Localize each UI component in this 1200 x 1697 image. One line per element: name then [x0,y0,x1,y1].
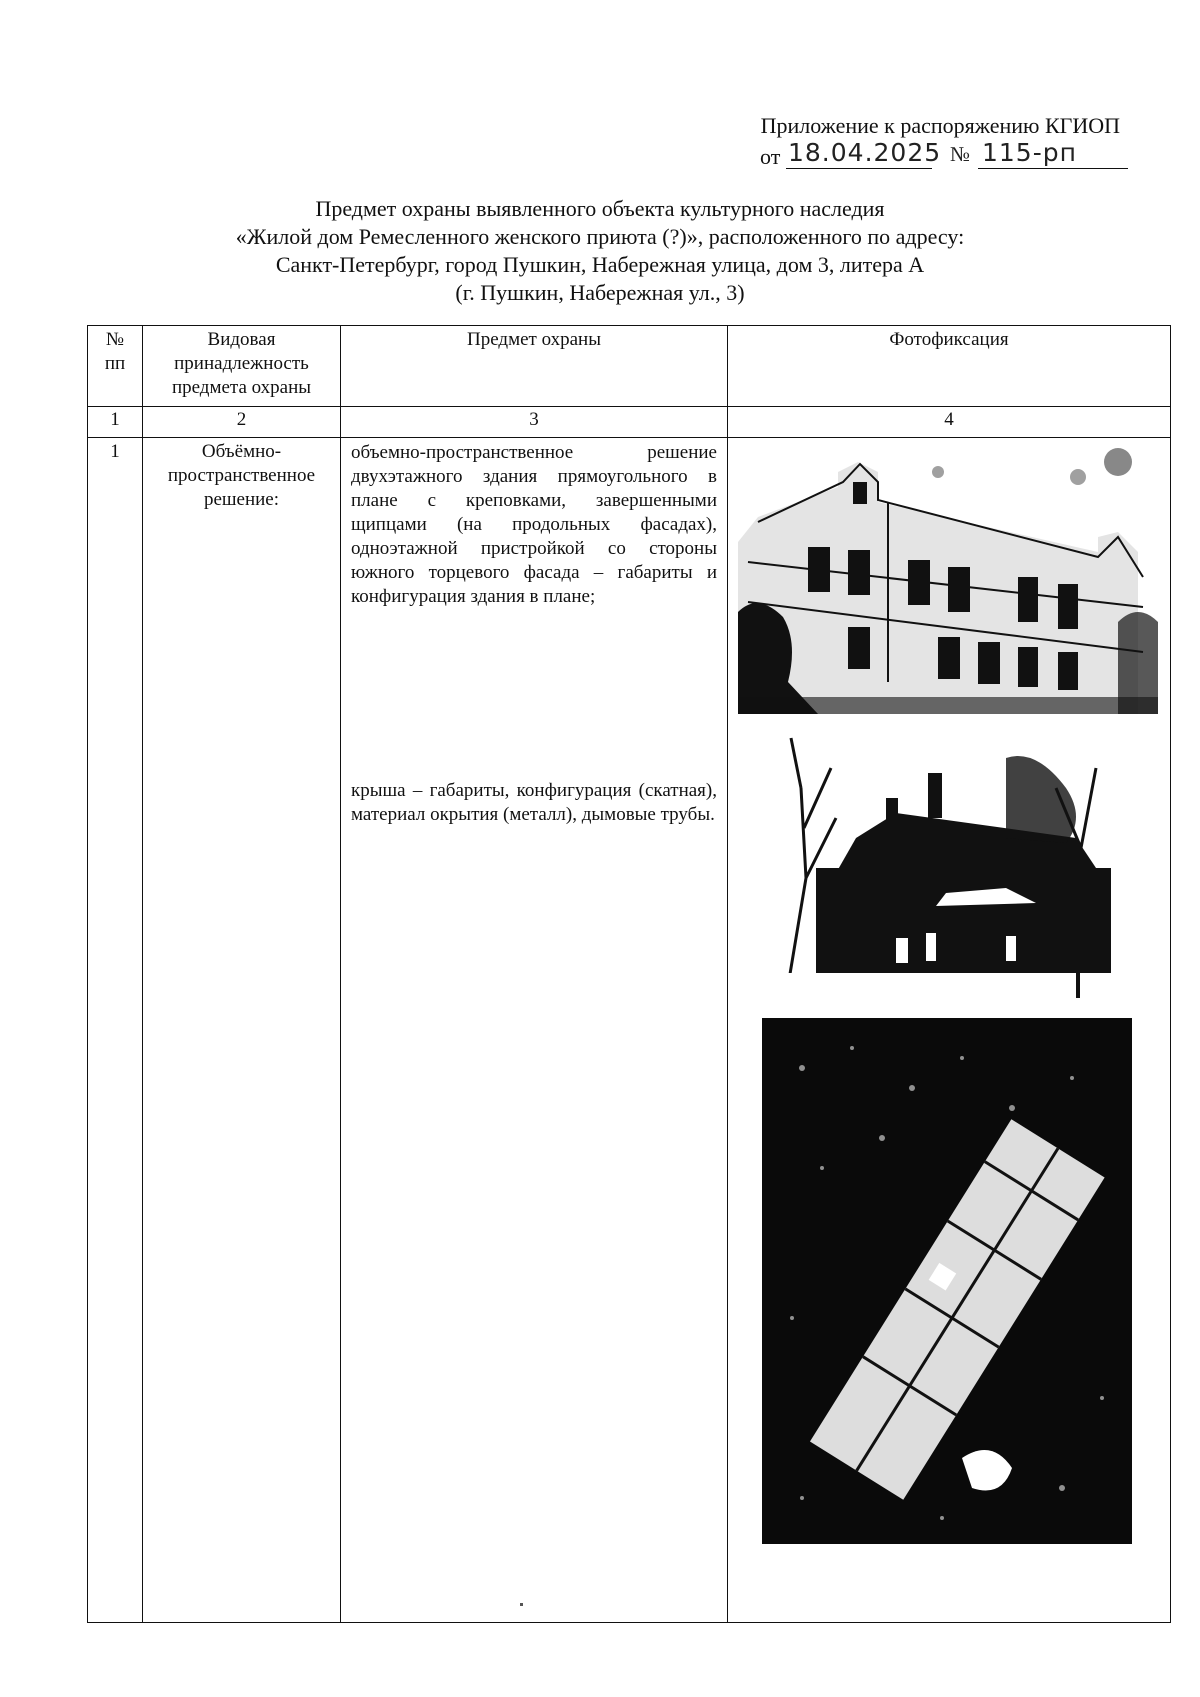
description-roof: крыша – габариты, конфигурация (скатная), материал окрытия (металл), дымовые трубы. [351,780,717,825]
title-line-2: «Жилой дом Ремесленного женского приюта (?)», расположенного по адресу: [235,224,965,249]
appendix-reference [560,112,1120,139]
header-type-line3: предмета охраны [171,377,312,398]
number-underline [978,168,1128,169]
winter-roof-photo [776,728,1120,998]
row-photos [728,438,1171,1623]
order-number: 115-рп [982,138,1077,167]
row-number [88,438,143,1623]
column-number: 4 [728,407,1171,438]
row-type-line2: пространственное [167,465,316,486]
column-number: 1 [88,407,143,438]
row-description [341,438,728,1623]
protection-subject-table [87,325,1171,1623]
column-number-row [88,407,1171,438]
row-type-line3: решение: [203,489,280,510]
title-line-1: Предмет охраны выявленного объекта культурного наследия [315,196,885,221]
row-type-line1: Объёмно- [201,441,282,462]
row-type [143,438,341,1623]
column-number: 2 [143,407,341,438]
scan-dot [520,1603,523,1606]
row-number-text: 1 [110,441,120,462]
header-photo: Фотофиксация [728,326,1171,407]
header-subject: Предмет охраны [341,326,728,407]
header-type-line2: принадлежность [174,353,309,374]
title-line-4: (г. Пушкин, Набережная ул., 3) [455,280,745,305]
header-type-line1: Видовая [207,329,276,350]
description-volume: объемно-пространственное решение двухэтажного здания прямоугольного в плане с креповками, завершенными щипцами (на продольных фасадах), одноэтажной пристройкой со стороны южного торцевого фасада – габариты и конфигурация здания в плане; [351,442,717,607]
number-sign: № [950,142,972,166]
header-type [143,326,341,407]
date-underline [786,168,932,169]
from-prefix: от [760,144,781,169]
facade-photo [738,442,1158,714]
header-num [88,326,143,407]
column-number: 3 [341,407,728,438]
appendix-line: Приложение к распоряжению КГИОП [760,113,1120,138]
table-row [88,438,1171,1623]
aerial-photo [762,1018,1132,1544]
order-date: 18.04.2025 [788,138,942,167]
header-num-line1: № [105,329,125,350]
header-num-line2: пп [104,353,126,374]
title-line-3: Санкт-Петербург, город Пушкин, Набережная улица, дом 3, литера А [275,252,925,277]
table-header-row [88,326,1171,407]
document-title [120,195,1080,307]
order-date-number [740,138,1130,174]
